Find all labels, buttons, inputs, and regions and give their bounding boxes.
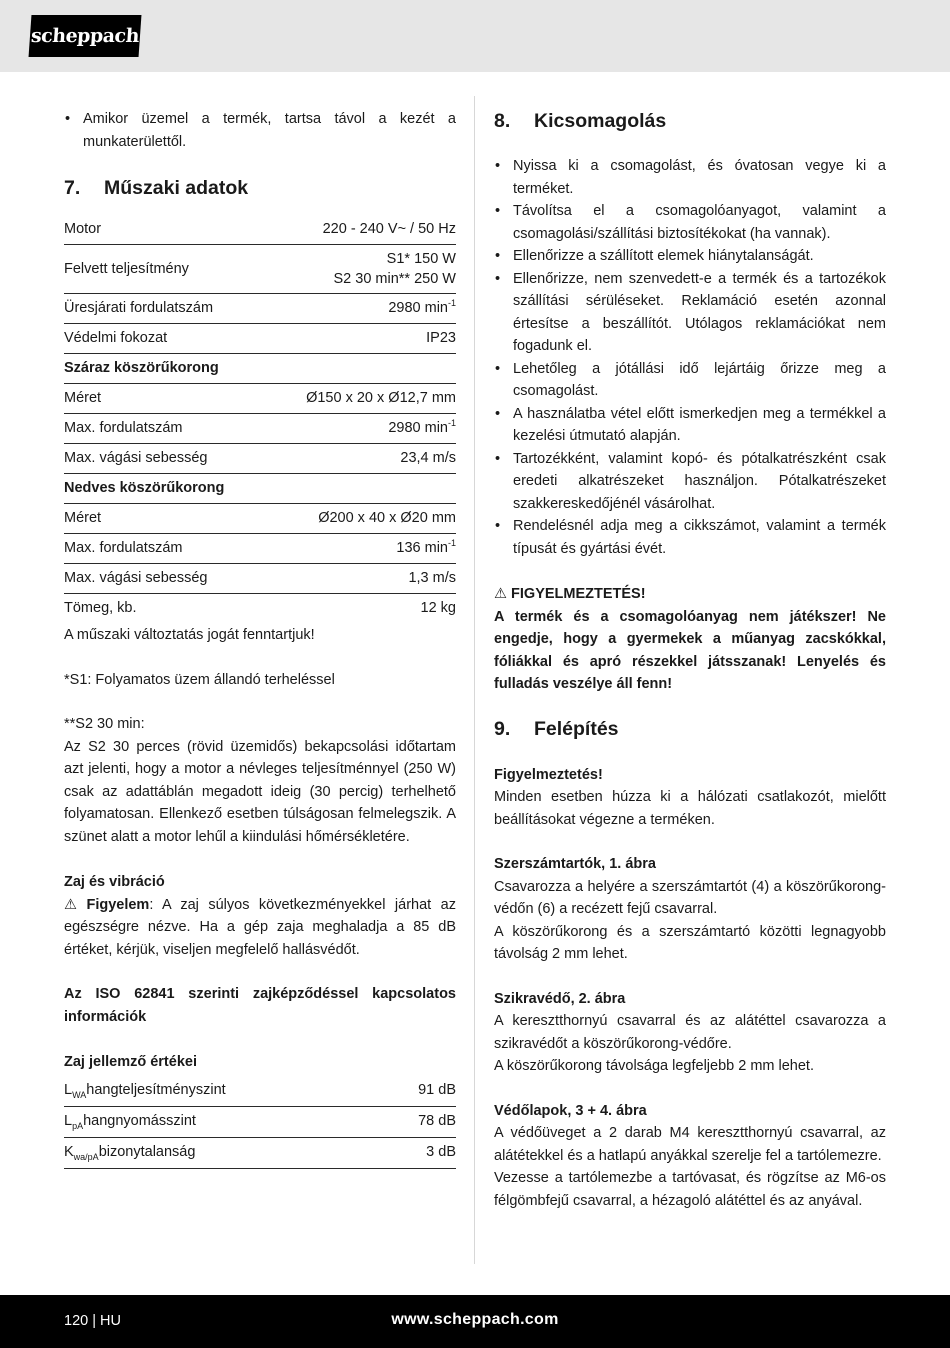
list-item: • Lehetőleg a jótállási idő lejártáig őrizze meg a csomagolást. <box>494 358 886 403</box>
spec-row-protection: Védelmi fokozat IP23 <box>64 324 456 354</box>
s1-note: *S1: Folyamatos üzem állandó terheléssel <box>64 671 335 688</box>
sparkguard-text: A keresztthornyú csavarral és az alátéttel csavarozza a szikravédőt a köszörűkorong-védőre. <box>494 1013 886 1052</box>
header-band <box>0 0 950 72</box>
scheppach-logo: scheppach <box>29 15 142 57</box>
noise-warning: ⚠ Figyelem: A zaj súlyos következményekkel járhat az egészségre nézve. Ha a gép zaja meghaladja a 85 dB értéket, kérjük, viseljen megfelelő hallásvédőt. <box>64 894 456 962</box>
warning-icon: ⚠ <box>494 586 507 602</box>
section-7-heading: 7. Műszaki adatok <box>64 177 249 199</box>
spec-row-wet-rpm: Max. fordulatszám 136 $\min^{-1}$ <box>64 534 456 564</box>
section-9-heading: 9. Felépítés <box>494 717 619 740</box>
spec-row-dry-speed: Max. vágási sebesség 23,4 m/s <box>64 444 456 474</box>
section-8-heading: 8. Kicsomagolás <box>494 110 667 132</box>
spec-row-dry-size: Méret Ø150 x 20 x Ø12,7 mm <box>64 384 456 414</box>
right-column <box>494 108 886 1212</box>
list-item: • Rendelésnél adja meg a cikkszámot, valamint a termék típusát és gyártási évét. <box>494 515 886 560</box>
warning-text: A termék és a csomagolóanyag nem játékszer! Ne engedje, hogy a gyermekek a műanyag zacskókkal, fóliákkal és apró részekkel játsszanak! Lenyelés és fulladás veszélye áll fenn! <box>494 608 886 692</box>
list-item: • Ellenőrizze, nem szenvedett-e a termék és a tartozékok szállítási sérüléseket. Reklamáció esetén azonnal értesítse a beszállítót. Utólagos reklamációkat nem fogadunk el. <box>494 268 886 358</box>
spec-table <box>64 215 456 623</box>
shield-text: A védőüveget a 2 darab M4 keresztthornyú csavarral, az alátétekkel és a hatlapú anyákkal szerelje fel a tartólemezre. <box>494 1125 886 1164</box>
toolholder-heading: Szerszámtartók, 1. ábra <box>494 856 656 872</box>
shield-heading: Védőlapok, 3 + 4. ábra <box>494 1102 647 1119</box>
toolholder-text: A köszörűkorong és a szerszámtartó közötti legnagyobb távolság 2 mm lehet. <box>494 923 886 962</box>
s2-title: **S2 30 min: <box>64 716 145 732</box>
iso-heading: Az ISO 62841 szerinti zajképződéssel kapcsolatos információk <box>64 986 456 1025</box>
sparkguard-heading: Szikravédő, 2. ábra <box>494 990 626 1007</box>
list-item: • Amikor üzemel a termék, tartsa távol a kezét a munkaterülettől. <box>64 108 456 153</box>
spec-row-power: Felvett teljesítmény S1* 150 W S2 30 min** 250 W <box>64 245 456 294</box>
toolholder-text: Csavarozza a helyére a szerszámtartót (4) a köszörűkorong-védőn (6) a recézett fejű csavarral. <box>494 878 886 917</box>
s2-text: Az S2 30 perces (rövid üzemidős) bekapcsolási időtartam azt jelenti, hogy a motor a névleges teljesítménnyel (250 W) csak az adattáblán megadott ideig (30 percig) terhelhető folyamatosan. Ellenkező esetben túlságosan felmelegszik. A szünet alatt a motor lehűl a kiindulási hőmérsékletére. <box>64 738 456 845</box>
list-item: • Ellenőrizze a szállított elemek hiánytalanságát. <box>494 245 886 268</box>
unpacking-list <box>494 155 886 560</box>
noise-row-lpa: $L_{pA}hangnyomásszint$ 78 dB <box>64 1107 456 1138</box>
noise-row-lwa: $L_{WA}hangteljesítményszint$ 91 dB <box>64 1076 456 1107</box>
spec-subheading-wet: Nedves köszörűkorong <box>64 474 456 504</box>
attention-heading: Figyelmeztetés! <box>494 766 603 783</box>
column-divider <box>474 96 475 1264</box>
page-number: 120 | HU <box>64 1313 121 1329</box>
spec-row-idle-speed: Üresjárati fordulatszám 2980 $\min^{-1}$ <box>64 294 456 324</box>
noise-row-kwa: $K_{wa/pA}bizonytalanság$ 3 dB <box>64 1138 456 1169</box>
noise-heading: Zaj és vibráció <box>64 874 165 890</box>
list-item: • Tartozékként, valamint kopó- és pótalkatrészként csak eredeti alkatrészeket használjon. Pótalkatrészeket szakkereskedőjénél vásárolhat. <box>494 448 886 516</box>
warning-title: ⚠ FIGYELMEZTETÉS! <box>494 583 886 606</box>
list-item: • Távolítsa el a csomagolóanyagot, valamint a csomagolási/szállítási biztosítékokat (ha vannak). <box>494 200 886 245</box>
warning-icon: ⚠ <box>64 896 77 913</box>
sparkguard-text: A köszörűkorong távolsága legfeljebb 2 mm lehet. <box>494 1058 814 1074</box>
list-item: • Nyissa ki a csomagolást, és óvatosan vegye ki a terméket. <box>494 155 886 200</box>
list-item: • A használatba vétel előtt ismerkedjen meg a termékkel a kezelési útmutató alapján. <box>494 403 886 448</box>
shield-text: Vezesse a tartólemezbe a tartóvasat, és rögzítse az M6-os félgömbfejű csavarral, a hézagoló alátéttel és az anyával. <box>494 1170 886 1209</box>
spec-subheading-dry: Száraz köszörűkorong <box>64 354 456 384</box>
spec-row-dry-rpm: Max. fordulatszám 2980 $\min^{-1}$ <box>64 414 456 444</box>
left-column <box>64 108 456 1169</box>
noise-values-heading: Zaj jellemző értékei <box>64 1054 197 1070</box>
spec-row-motor: Motor 220 - 240 V~ / 50 Hz <box>64 215 456 245</box>
noise-table <box>64 1076 456 1169</box>
attention-text: Minden esetben húzza ki a hálózati csatlakozót, mielőtt beállításokat végezne a terméken. <box>494 789 886 828</box>
website-link[interactable]: www.scheppach.com <box>391 1311 559 1328</box>
spec-row-wet-size: Méret Ø200 x 40 x Ø20 mm <box>64 504 456 534</box>
spec-row-wet-speed: Max. vágási sebesség 1,3 m/s <box>64 564 456 594</box>
spec-row-weight: Tömeg, kb. 12 kg <box>64 600 456 617</box>
footer-bar <box>0 1295 950 1348</box>
tech-change-note: A műszaki változtatás jogát fenntartjuk! <box>64 627 315 643</box>
